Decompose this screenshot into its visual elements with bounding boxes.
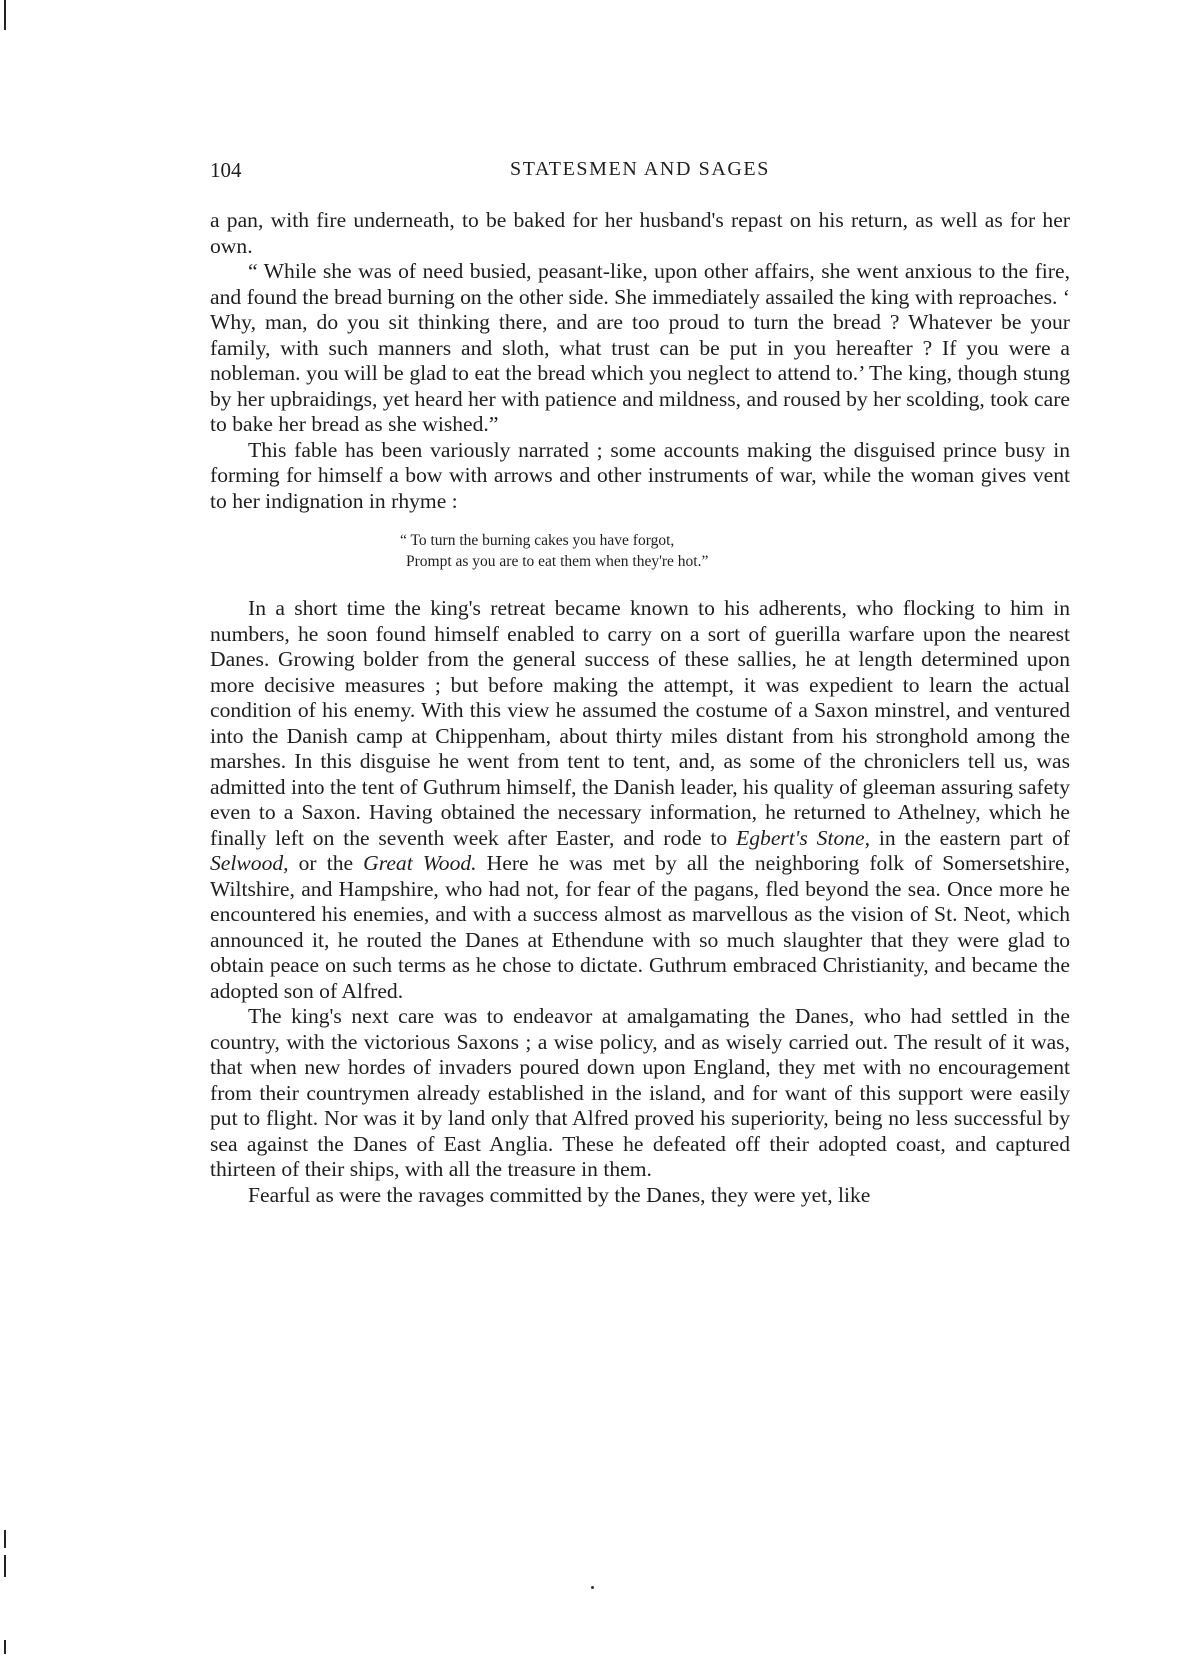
running-head — [210, 158, 1070, 188]
paragraph: “ While she was of need busied, peasant-like, upon other affairs, she went anxious to the fire, and found the bread burning on the other side. She immediately assailed the king with reproaches. ‘ Why, man, do you sit thinking there, and are too proud to turn the bread ? Whatever be your family, with such manners and sloth, what trust can be put in you hereafter ? If you were a nobleman. you will be glad to eat the bread which you neglect to attend to.’ The king, though stung by her upbraidings, yet heard her with patience and mildness, and roused by her scolding, took care to bake her bread as she wished.” — [210, 259, 1070, 436]
text-run: Here he was met by all the neighboring folk of Somersetshire, Wiltshire, and Hampshire, who had not, for fear of the pagans, fled beyond the sea. Once more he encountered his enemies, and with a success almost as marvellous as the vision of St. Neot, which announced it, he routed the Danes at Ethendune with so much slaughter that they were glad to obtain peace on such terms as he chose to dictate. Guthrum embraced Christianity, and became the adopted son of Alfred. — [210, 851, 1070, 1003]
page-number: 104 — [210, 158, 242, 182]
paragraph: This fable has been variously narrated ; some accounts making the disguised prince busy in forming for himself a bow with arrows and other instruments of war, while the woman gives vent to her indignation in rhyme : — [210, 437, 1070, 513]
paragraph: Fearful as were the ravages committed by the Danes, they were yet, like — [248, 1182, 871, 1207]
paragraph: The king's next care was to endeavor at amalgamating the Danes, who had settled in the country, with the victorious Saxons ; a wise policy, and as wisely carried out. The result of it was, that when new hordes of invaders poured down upon England, they met with no encouragement from their countrymen already established in the island, and for want of this support were easily put to flight. Nor was it by land only that Alfred proved his superiority, being no less successful by sea against the Danes of East Anglia. These he defeated off their adopted coast, and captured thirteen of their ships, with all the treasure in them. — [210, 1004, 1070, 1181]
scan-edge-mark — [4, 0, 6, 30]
verse-line: “ To turn the burning cakes you have forgot, — [400, 532, 675, 549]
italic-place-name: Selwood, — [210, 851, 289, 875]
scan-edge-mark — [4, 1555, 6, 1577]
text-run: In a short time the king's retreat became known to his adherents, who flocking to him in numbers, he soon found himself enabled to carry on a sort of guerilla warfare upon the nearest Danes. Growing bolder from the general success of these sallies, he at length determined upon more decisive measures ; but before making the attempt, it was expedient to learn the actual condition of his enemy. With this view he assumed the costume of a Saxon minstrel, and ventured into the Danish camp at Chippenham, about thirty miles distant from his stronghold among the marshes. In this disguise he went from tent to tent, and, as some of the chroniclers tell us, was admitted into the tent of Guthrum himself, the Danish leader, his quality of gleeman assuring safety even to a Saxon. Having obtained the necessary information, he returned to Athelney, which he finally left on the seventh week after Easter, and rode to — [210, 596, 1070, 850]
paragraph: a pan, with fire underneath, to be baked for her husband's repast on his return, as well as for her own. — [210, 208, 1070, 258]
scan-edge-mark — [4, 1530, 6, 1548]
verse-quote — [210, 530, 1070, 572]
verse-line: Prompt as you are to eat them when they're hot.” — [406, 553, 709, 570]
footer-mark — [591, 1586, 594, 1589]
scan-edge-mark — [4, 1640, 6, 1654]
text-run: in the eastern part of — [870, 825, 1070, 850]
italic-place-name: Egbert's Stone, — [736, 825, 871, 850]
italic-place-name: Great Wood. — [363, 851, 477, 875]
text-run: or the — [288, 851, 364, 875]
body-text — [210, 208, 1070, 1208]
running-title: STATESMEN AND SAGES — [510, 158, 770, 180]
paragraph — [210, 596, 1070, 1004]
